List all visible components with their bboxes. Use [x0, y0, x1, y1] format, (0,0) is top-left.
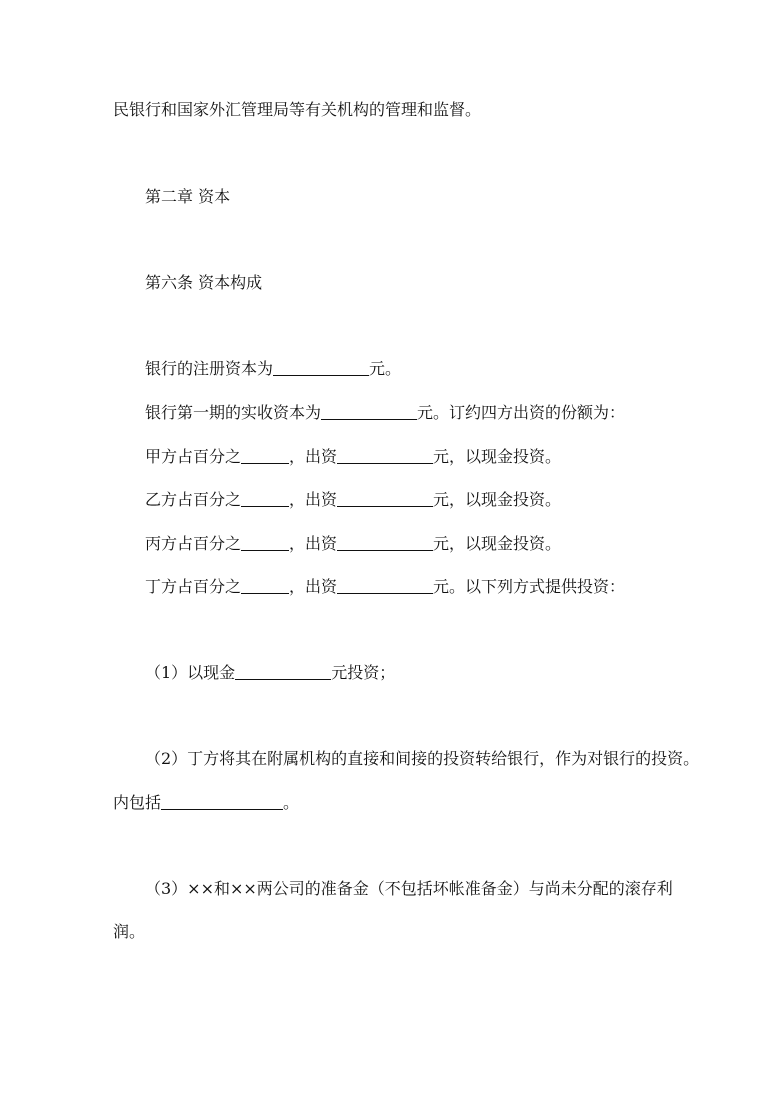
party-b-amount-blank: [337, 490, 433, 507]
item-2-text: （2）丁方将其在附属机构的直接和间接的投资转给银行，作为对银行的投资。: [145, 749, 700, 768]
party-c-line: [145, 534, 561, 554]
label: 银行第一期的实收资本为: [145, 403, 322, 422]
suffix: 元。以下列方式提供投资：: [433, 577, 626, 596]
item-3-line-1: [145, 879, 673, 899]
item-2-line-1: [145, 749, 699, 769]
item-3-line-2: [113, 922, 145, 942]
label: 甲方占百分之: [145, 447, 242, 466]
item-1-cash-blank: [235, 663, 331, 680]
label: 银行的注册资本为: [145, 359, 274, 378]
intro-text: 民银行和国家外汇管理局等有关机构的管理和监督。: [113, 100, 482, 119]
suffix: 元，以现金投资。: [433, 447, 562, 466]
mid: ，出资: [289, 577, 338, 596]
mid: ，出资: [289, 534, 338, 553]
label: 丁方占百分之: [145, 577, 242, 596]
paid-in-capital-line: [145, 403, 625, 423]
suffix: 元，以现金投资。: [433, 490, 562, 509]
label: （1）以现金: [145, 663, 236, 682]
item-3-text-end: 润。: [113, 922, 146, 941]
suffix: 元，以现金投资。: [433, 534, 562, 553]
label: 丙方占百分之: [145, 534, 242, 553]
party-a-line: [145, 447, 561, 467]
paid-in-capital-blank: [321, 403, 417, 420]
intro-line: [113, 100, 481, 120]
mid: ，出资: [289, 490, 338, 509]
party-b-percent-blank: [241, 490, 289, 507]
suffix: 。: [283, 793, 300, 812]
registered-capital-blank: [273, 359, 369, 376]
suffix: 元。订约四方出资的份额为：: [417, 403, 626, 422]
chapter-title-text: 第二章 资本: [145, 187, 231, 206]
registered-capital-line: [145, 359, 401, 379]
party-d-percent-blank: [241, 577, 289, 594]
party-c-percent-blank: [241, 534, 289, 551]
item-2-includes-blank: [161, 793, 283, 810]
item-3-text: （3）××和××两公司的准备金（不包括坏帐准备金）与尚未分配的滚存利: [145, 879, 673, 898]
chapter-title: [145, 187, 230, 207]
article-title-text: 第六条 资本构成: [145, 273, 263, 292]
party-d-amount-blank: [337, 577, 433, 594]
item-2-line-2: [113, 793, 299, 813]
article-title: [145, 273, 262, 293]
suffix: 元投资；: [331, 663, 396, 682]
party-d-line: [145, 577, 625, 597]
suffix: 元。: [369, 359, 402, 378]
party-a-percent-blank: [241, 447, 289, 464]
label: 内包括: [113, 793, 162, 812]
label: 乙方占百分之: [145, 490, 242, 509]
mid: ，出资: [289, 447, 338, 466]
party-b-line: [145, 490, 561, 510]
party-c-amount-blank: [337, 534, 433, 551]
party-a-amount-blank: [337, 447, 433, 464]
item-1-line: [145, 663, 395, 683]
